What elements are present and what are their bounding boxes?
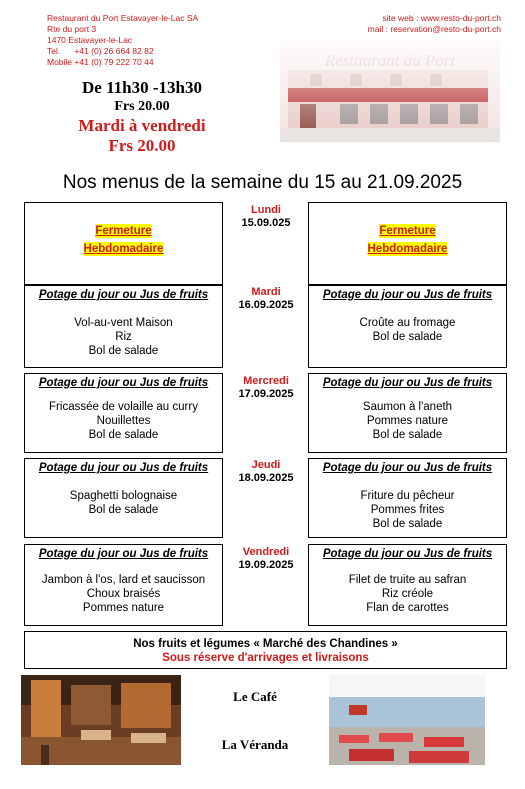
address-line: Rte du port 3 [47, 24, 97, 34]
friday-left-menu [24, 544, 223, 626]
dish: Nouillettes [96, 415, 151, 427]
menu-heading: Potage du jour ou Jus de fruits [38, 289, 209, 301]
day-date: 17.09.2025 [238, 388, 294, 400]
produce-note [24, 631, 507, 669]
thursday-right-menu [308, 458, 507, 538]
dish: Riz créole [381, 588, 434, 600]
website-link[interactable]: site web : www.resto-du-port.ch [382, 13, 501, 23]
address-line: Restaurant du Port Estavayer-le-Lac SA [47, 13, 199, 23]
dish: Riz [115, 331, 132, 343]
dish: Saumon à l'aneth [362, 401, 453, 413]
day-date: 19.09.2025 [238, 559, 294, 571]
address-line: 1470 Estavayer-le-Lac [47, 35, 133, 45]
dish: Bol de salade [372, 429, 443, 441]
dish: Spaghetti bolognaise [69, 490, 178, 502]
monday-left-menu [24, 202, 223, 285]
dish: Bol de salade [88, 504, 159, 516]
day-name: Mercredi [243, 375, 289, 387]
veranda-photo [329, 675, 485, 765]
day-friday [227, 546, 305, 572]
day-thursday [227, 459, 305, 485]
day-date: 15.09.025 [241, 217, 291, 229]
days-note: Mardi à vendredi [78, 116, 206, 135]
produce-line: Nos fruits et légumes « Marché des Chandines » [133, 638, 398, 650]
restaurant-facade-image [280, 40, 500, 142]
monday-right-menu [308, 202, 507, 285]
cafe-label: Le Café [233, 689, 277, 704]
dish: Flan de carottes [366, 602, 449, 614]
thursday-left-menu [24, 458, 223, 538]
closed-label: Fermeture [95, 225, 152, 237]
availability-line: Sous réserve d'arrivages et livraisons [162, 652, 369, 664]
dish: Jambon à l'os, lard et saucisson [41, 574, 206, 586]
phone-line: Tel. +41 (0) 26 664 82 82 [47, 46, 154, 56]
dish: Bol de salade [88, 345, 159, 357]
closed-label: Hebdomadaire [367, 243, 448, 255]
dish: Croûte au fromage [359, 317, 456, 329]
day-date: 18.09.2025 [238, 472, 294, 484]
dish: Pommes nature [366, 415, 449, 427]
veranda-label: La Véranda [221, 737, 289, 752]
opening-hours: De 11h30 -13h30 [82, 78, 202, 97]
email-link[interactable]: mail : reservation@resto-du-port.ch [367, 24, 501, 34]
online-contact [368, 13, 501, 35]
menu-heading: Potage du jour ou Jus de fruits [322, 462, 493, 474]
menu-heading: Potage du jour ou Jus de fruits [38, 548, 209, 560]
dish: Bol de salade [88, 429, 159, 441]
dish: Bol de salade [372, 518, 443, 530]
price-black: Frs 20.00 [114, 99, 170, 114]
address-block [47, 13, 198, 68]
hours-block [47, 78, 237, 156]
menu-heading: Potage du jour ou Jus de fruits [322, 289, 493, 301]
menu-heading: Potage du jour ou Jus de fruits [38, 462, 209, 474]
dish: Friture du pêcheur [360, 490, 455, 502]
closed-label: Hebdomadaire [83, 243, 164, 255]
dish: Pommes nature [82, 602, 165, 614]
day-wednesday [227, 375, 305, 401]
day-monday [227, 204, 305, 230]
day-name: Mardi [251, 286, 281, 298]
tuesday-right-menu [308, 285, 507, 368]
day-name: Lundi [251, 204, 281, 216]
menu-heading: Potage du jour ou Jus de fruits [322, 548, 493, 560]
cafe-photo [21, 675, 181, 765]
dish: Filet de truite au safran [348, 574, 467, 586]
menu-heading: Potage du jour ou Jus de fruits [322, 377, 493, 389]
mobile-line: Mobile +41 (0) 79 222 70 44 [47, 57, 154, 67]
day-name: Jeudi [251, 459, 281, 471]
menu-heading: Potage du jour ou Jus de fruits [38, 377, 209, 389]
day-date: 16.09.2025 [238, 299, 294, 311]
tuesday-left-menu [24, 285, 223, 368]
wednesday-left-menu [24, 373, 223, 453]
closed-label: Fermeture [379, 225, 436, 237]
dish: Choux braisés [86, 588, 161, 600]
price-red: Frs 20.00 [108, 136, 176, 155]
page-title: Nos menus de la semaine du 15 au 21.09.2025 [62, 172, 463, 193]
dish: Bol de salade [372, 331, 443, 343]
day-name: Vendredi [242, 546, 290, 558]
day-tuesday [227, 286, 305, 312]
dish: Vol-au-vent Maison [74, 317, 173, 329]
dish: Fricassée de volaille au curry [49, 401, 198, 413]
wednesday-right-menu [308, 373, 507, 453]
dish: Pommes frites [370, 504, 445, 516]
friday-right-menu [308, 544, 507, 626]
